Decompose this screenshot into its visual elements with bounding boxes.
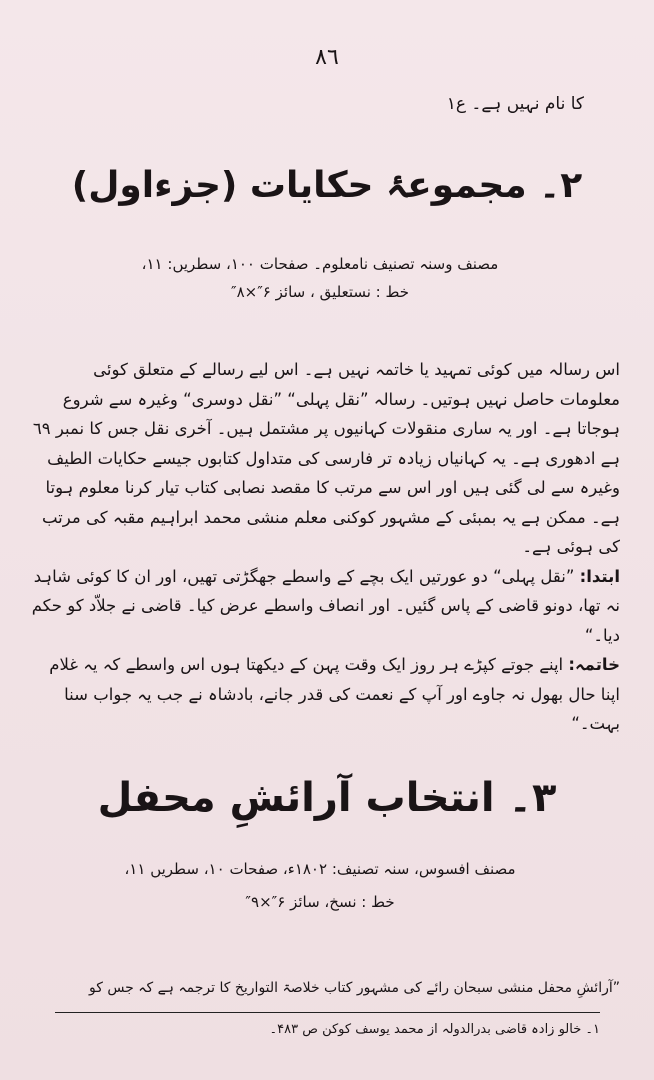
entry-1-body: [30, 355, 620, 739]
top-note: کا نام نہیں ہے۔ ع۱: [446, 94, 584, 114]
footnote: ۱۔ خالو زادہ قاضی بدرالدولہ از محمد یوسف کوکن ص ۴۸۳۔: [269, 1022, 600, 1037]
entry-2-closing-sentence: ”آرائشِ محفل منشی سبحان رائے کی مشہور کتاب خلاصۃ التواریخ کا ترجمہ ہے کہ جس کو: [88, 980, 620, 996]
start-label: ابتدا:: [579, 566, 620, 586]
end-text: اپنے جوتے کپڑے ہر روز ایک وقت پہن کے دیکھتا ہوں اس واسطے کہ یہ غلام اپنا حال بھول نہ جاوے اور آپ کے نعمت کی قدر جانے، بادشاہ نے جب یہ جواب سنا بہت۔“: [49, 655, 620, 733]
entry-1-meta-line-1: مصنف وسنہ تصنیف نامعلوم۔ صفحات ۱۰۰، سطریں: ۱۱،: [141, 255, 499, 273]
start-text: ”نقل پہلی“ دو عورتیں ایک بچے کے واسطے جھگڑتی تھیں، اور ان کا کوئی شاہد نہ تھا، دونو قاضی کے پاس گئیں۔ اور انصاف واسطے عرض کیا۔ قاضی نے جلاّد کو حکم دیا۔“: [31, 566, 620, 645]
end-label: خاتمہ:: [568, 655, 620, 674]
entry-2-meta-line-1: مصنف افسوس، سنہ تصنیف: ۱۸۰۲ء، صفحات ۱۰، سطریں ۱۱،: [124, 860, 516, 878]
entry-1-end: [30, 650, 620, 739]
entry-1-paragraph: اس رسالہ میں کوئی تمہید یا خاتمہ نہیں ہے۔ اس لیے رسالے کے متعلق کوئی معلومات حاصل نہیں ہوتیں۔ رسالہ ”نقل پہلی“ ”نقل دوسری“ وغیرہ سے شروع ہوجاتا ہے۔ اور یہ ساری منقولات کہانیوں پر مشتمل ہیں۔ آخری نقل جس کا نمبر ٦۹ ہے ادھوری ہے۔ یہ کہانیاں زیادہ تر فارسی کی متداول کتابوں جیسے حکایات الطیف وغیرہ سے لی گئی ہیں اور اس سے مرتب کا مقصد نصابی کتاب تیار کرنا معلوم ہوتا ہے۔ ممکن ہے یہ بمبئی کے مشہور کوکنی معلم منشی محمد ابراہیم مقبہ کی مرتب کی ہوئی ہے۔: [32, 360, 620, 556]
entry-1-start: [30, 562, 620, 651]
entry-1-meta-line-2: خط : نستعلیق ، سائز ۶″×۸″: [230, 283, 410, 301]
entry-2-meta-line-2: خط : نسخ، سائز ۶″×۹″: [245, 893, 395, 911]
entry-2-title: ۳۔ انتخاب آرائشِ محفل: [97, 775, 557, 821]
entry-1-title: ۲۔ مجموعۂ حکایات (جزءاول): [71, 165, 583, 206]
footnote-divider: [55, 1012, 600, 1013]
page-number: ۸٦: [315, 45, 339, 70]
